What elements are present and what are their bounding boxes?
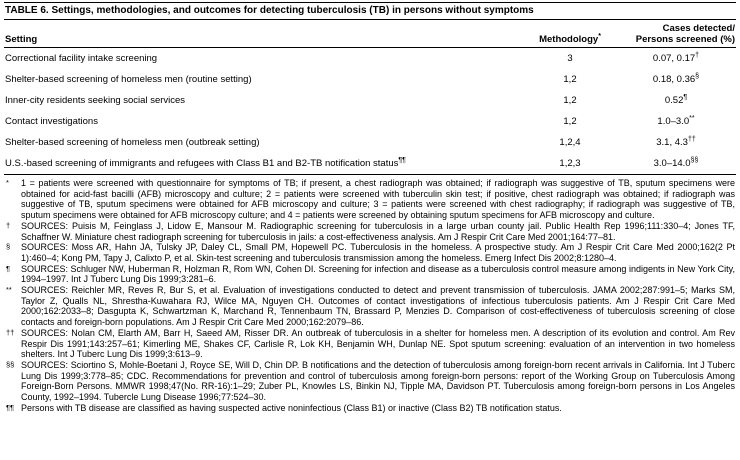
table-row (4, 48, 736, 70)
cases-cell (616, 90, 736, 111)
cases-text: 1.0–3.0 (657, 116, 690, 127)
methodology-header-label: Methodology (539, 34, 599, 45)
footnote (4, 242, 736, 263)
footnotes-section (4, 175, 736, 413)
table-row (4, 90, 736, 111)
cases-cell (616, 132, 736, 153)
setting-text: Shelter-based screening of homeless men (outbreak setting) (5, 137, 260, 148)
setting-cell (4, 69, 524, 90)
cases-text: 0.18, 0.36 (652, 74, 696, 85)
table-row (4, 111, 736, 132)
methodology-header-marker: * (598, 32, 601, 40)
cases-cell (616, 111, 736, 132)
setting-cell (4, 132, 524, 153)
cases-column-header (616, 20, 736, 48)
setting-header-label: Setting (5, 34, 38, 45)
cases-marker: ** (689, 114, 695, 122)
setting-text: Contact investigations (5, 116, 98, 127)
table-title: TABLE 6. Settings, methodologies, and outcomes for detecting tuberculosis (TB) in persons without symptoms (5, 5, 534, 16)
footnote (4, 403, 736, 414)
table-row (4, 153, 736, 174)
setting-marker: ¶¶ (398, 156, 406, 164)
footnote (4, 285, 736, 328)
setting-text: Inner-city residents seeking social services (5, 95, 186, 106)
setting-text: Shelter-based screening of homeless men (routine setting) (5, 74, 252, 85)
cases-text: 0.07, 0.17 (652, 53, 696, 64)
footnote-text: SOURCES: Reichler MR, Reves R, Bur S, et al. Evaluation of investigations conducted to detect and prevent transmission of tuberculosis. JAMA 2002;287:991–5; Marks SM, Taylor Z, Qualls NL, Shrestha-Kuwahara RJ, Wilce MA, Nguyen CH. Outcomes of contact investigations of infectious tuberculosis patients. Am J Respir Crit Care Med 2000;162:2033–8; Dasgupta K, Schwartzman K, Marchand R, Tennenbaum TN, Brassard P, Menzies D. Comparison of cost-effectiveness of tuberculosis screening of close contacts and foreign-born populations. Am J Respir Crit Care Med 2000;162:2079–86. (21, 285, 735, 328)
table-header (4, 20, 736, 48)
footnote (4, 178, 736, 221)
cases-marker: †† (687, 135, 696, 143)
footnote (4, 328, 736, 360)
footnote-marker: §§ (6, 359, 15, 369)
table-row (4, 69, 736, 90)
setting-text: U.S.-based screening of immigrants and refugees with Class B1 and B2-TB notification status (5, 158, 399, 169)
footnote-text: SOURCES: Schluger NW, Huberman R, Holzman R, Rom WN, Cohen DI. Screening for infection and disease as a tuberculosis control measure among indigents in New York City, 1994–1997. Int J Tuberc Lung Dis 1999;3:281–6. (21, 263, 735, 285)
table-body (4, 48, 736, 175)
setting-cell (4, 153, 524, 174)
methodology-cell: 3 (567, 53, 573, 64)
table-row (4, 132, 736, 153)
setting-text: Correctional facility intake screening (5, 53, 158, 64)
cases-marker: §§ (690, 156, 699, 164)
footnote (4, 264, 736, 285)
tb-screening-table (4, 19, 736, 174)
cases-cell (616, 153, 736, 174)
cases-marker: § (695, 72, 700, 80)
footnote-text: SOURCES: Puisis M, Feinglass J, Lidow E, Mansour M. Radiographic screening for tuberculosis in a large urban county jail. Public Health Rep 1996;111:330–4; Jones TF, Schaffner W. Miniature chest radiograph screening for tuberculosis in jails: a cost-effectiveness analysis. Am J Respir Crit Care Med 2001;164:77–81. (21, 220, 735, 242)
setting-cell (4, 111, 524, 132)
cases-text: 3.1, 4.3 (656, 137, 688, 148)
cases-text: 0.52 (664, 95, 684, 106)
footnote (4, 221, 736, 242)
methodology-cell: 1,2 (563, 116, 577, 127)
footnote-marker: ** (6, 285, 12, 295)
setting-column-header (4, 20, 524, 48)
footnote-marker: †† (6, 327, 15, 337)
cases-text: 3.0–14.0 (653, 158, 691, 169)
footnote-marker: ¶¶ (6, 402, 15, 412)
cases-marker: † (695, 51, 700, 59)
cases-header-line1: Cases detected/ (662, 23, 735, 34)
methodology-cell: 1,2 (563, 74, 577, 85)
cases-marker: ¶ (683, 93, 688, 101)
footnote-text: 1 = patients were screened with questionnaire for symptoms of TB; if present, a chest radiograph was obtained; if radiograph was suggestive of TB, sputum specimens were obtained for acid-fast bacilli (AFB) microscopy and culture; 2 = patients were screened with tuberculin skin test; if positive, chest radiograph was obtained; if radiograph was suggestive of TB, sputum specimens were obtained for AFB microscopy and culture; 3 = patients were screened with chest radiography; if radiograph was suggestive of TB, sputum specimens were obtained for AFB microscopy culture; and 4 = patients were screened by obtaining sputum specimens for AFB microscopy and culture. (21, 178, 735, 221)
setting-cell (4, 48, 524, 70)
cases-cell (616, 69, 736, 90)
methodology-cell: 1,2,3 (559, 158, 581, 169)
methodology-cell: 1,2,4 (559, 137, 581, 148)
setting-cell (4, 90, 524, 111)
footnote-text: SOURCES: Nolan CM, Elarth AM, Barr H, Saeed AM, Risser DR. An outbreak of tuberculosis in a shelter for homeless men. A description of its evolution and control. Am Rev Respir Dis 1991;143:257–61; Kimerling ME, Shakes CF, Carlisle R, Lok KH, Benjamin WH, Dunlap NE. Spot sputum screening: evaluation of an intervention in two homeless shelters. Int J Tuberc Lung Dis 1999;3:613–9. (21, 327, 735, 360)
footnote (4, 360, 736, 403)
footnote-marker: § (6, 242, 11, 252)
footnote-marker: ¶ (6, 263, 11, 273)
footnote-text: Persons with TB disease are classified as having suspected active noninfectious (Class B1) or inactive (Class B2) TB notification status. (21, 402, 562, 413)
methodology-column-header (524, 20, 616, 48)
methodology-cell: 1,2 (563, 95, 577, 106)
footnote-text: SOURCES: Moss AR, Hahn JA, Tulsky JP, Daley CL, Small PM, Hopewell PC. Tuberculosis in the homeless. A prospective study. Am J Respir Crit Care Med 2000;162(2 Pt 1):460–4; Kong PM, Tapy J, Calixto P, et al. Skin-test screening and tuberculosis transmission among the homeless. Emerg Infect Dis 2002;8:1280–4. (21, 242, 735, 263)
footnote-marker: † (6, 220, 11, 230)
cases-cell (616, 48, 736, 70)
footnote-text: SOURCES: Sciortino S, Mohle-Boetani J, Royce SE, Will D, Chin DP. B notifications and the detection of tuberculosis among foreign-born recent arrivals in California. Int J Tuberc Lung Dis 1999;3:778–85; CDC. Recommendations for prevention and control of tuberculosis among foreign-born persons: report of the Working Group on Tuberculosis Among Foreign-Born Persons. MMWR 1998;47(No. RR-16):1–29; Zuber PL, Knowles LS, Binkin NJ, Tipple MA, Davidson PT. Tuberculosis among foreign-born persons in Los Angeles County, 1992–1994. Tubercle Lung Disease 1996;77:524–30. (21, 359, 735, 403)
footnote-marker: * (6, 178, 9, 187)
cases-header-line2: Persons screened (%) (635, 34, 735, 45)
